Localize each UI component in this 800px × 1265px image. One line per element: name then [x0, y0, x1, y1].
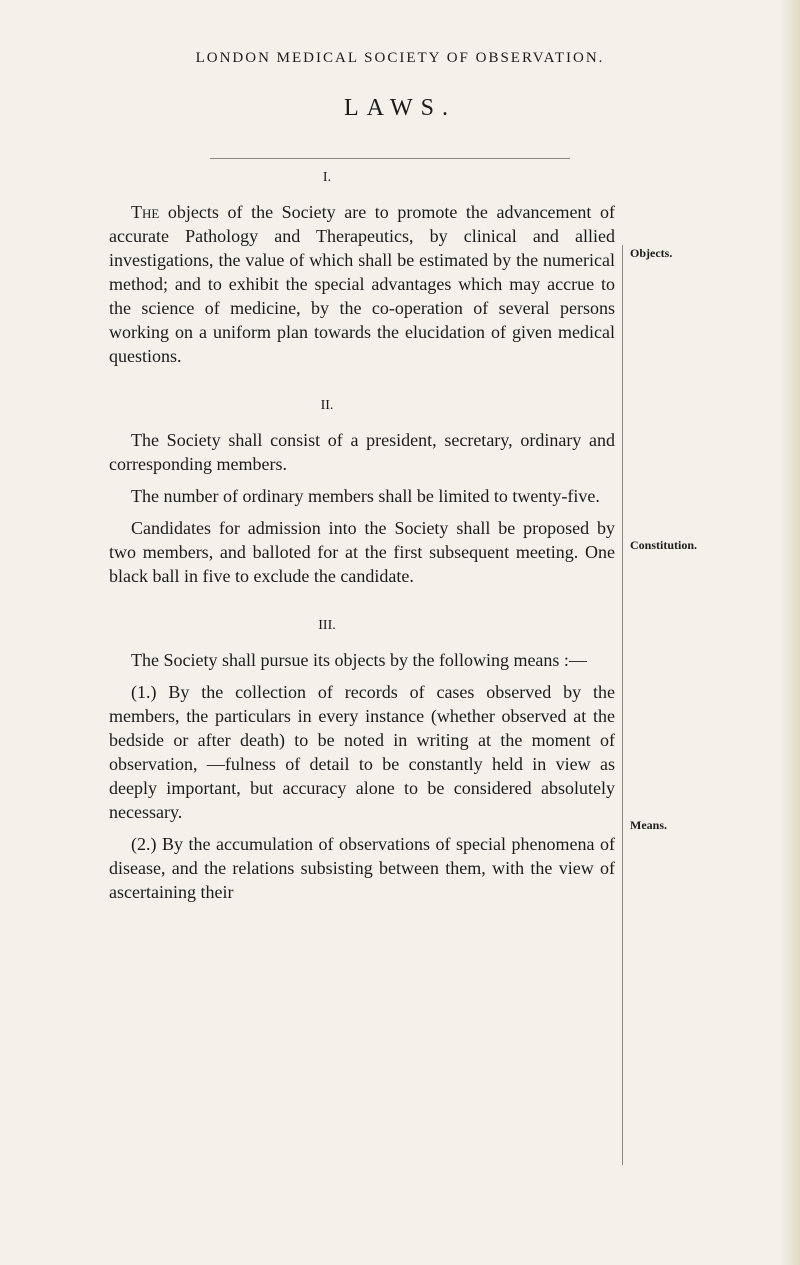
running-head: LONDON MEDICAL SOCIETY OF OBSERVATION.: [195, 50, 605, 66]
paragraph: The Society shall pursue its objects by the following means :—: [131, 650, 587, 670]
paragraph: (1.) By the collection of records of cases observed by the members, the particulars in every instance (whether observed at the bedside or after death) to be noted in writing at the moment of observation, —fulness of detail to be constantly held in view as deeply important, but accuracy alone to be considered absolutely necessary.: [109, 682, 615, 822]
section-1: [109, 166, 615, 368]
lead-word: The: [131, 202, 160, 222]
section-number: III.: [318, 618, 336, 633]
page-edge: [780, 0, 800, 1265]
side-note-constitution: Constitution.: [630, 538, 698, 552]
paragraph: [109, 200, 615, 368]
title-rule: [210, 158, 570, 159]
section-2: [109, 394, 615, 588]
body-column: [109, 166, 615, 930]
section-number: II.: [320, 398, 334, 413]
paragraph-text: objects of the Society are to promote the advancement of accurate Pathology and Therapeutics, by clinical and allied investigations, the value of which shall be estimated by the numerical method; and to exhibit the special advantages which may accrue to the science of medicine, by the co-operation of several persons working on a uniform plan towards the elucidation of given medical questions.: [109, 202, 616, 366]
paragraph: The Society shall consist of a president, secretary, ordinary and corresponding members.: [109, 430, 615, 474]
paragraph: Candidates for admission into the Society shall be proposed by two members, and balloted for at the first subsequent meeting. One black ball in five to exclude the candidate.: [109, 518, 615, 586]
side-note-means: Means.: [630, 818, 667, 832]
side-note-objects: Objects.: [630, 246, 673, 260]
paragraph: The number of ordinary members shall be limited to twenty-five.: [131, 486, 600, 506]
margin-rule: [622, 245, 623, 1165]
section-3: [109, 614, 615, 904]
section-number: I.: [322, 170, 332, 185]
paragraph: (2.) By the accumulation of observations of special phenomena of disease, and the relations subsisting between them, with the view of ascertaining their: [109, 834, 615, 902]
page-title: LAWS.: [343, 95, 457, 121]
